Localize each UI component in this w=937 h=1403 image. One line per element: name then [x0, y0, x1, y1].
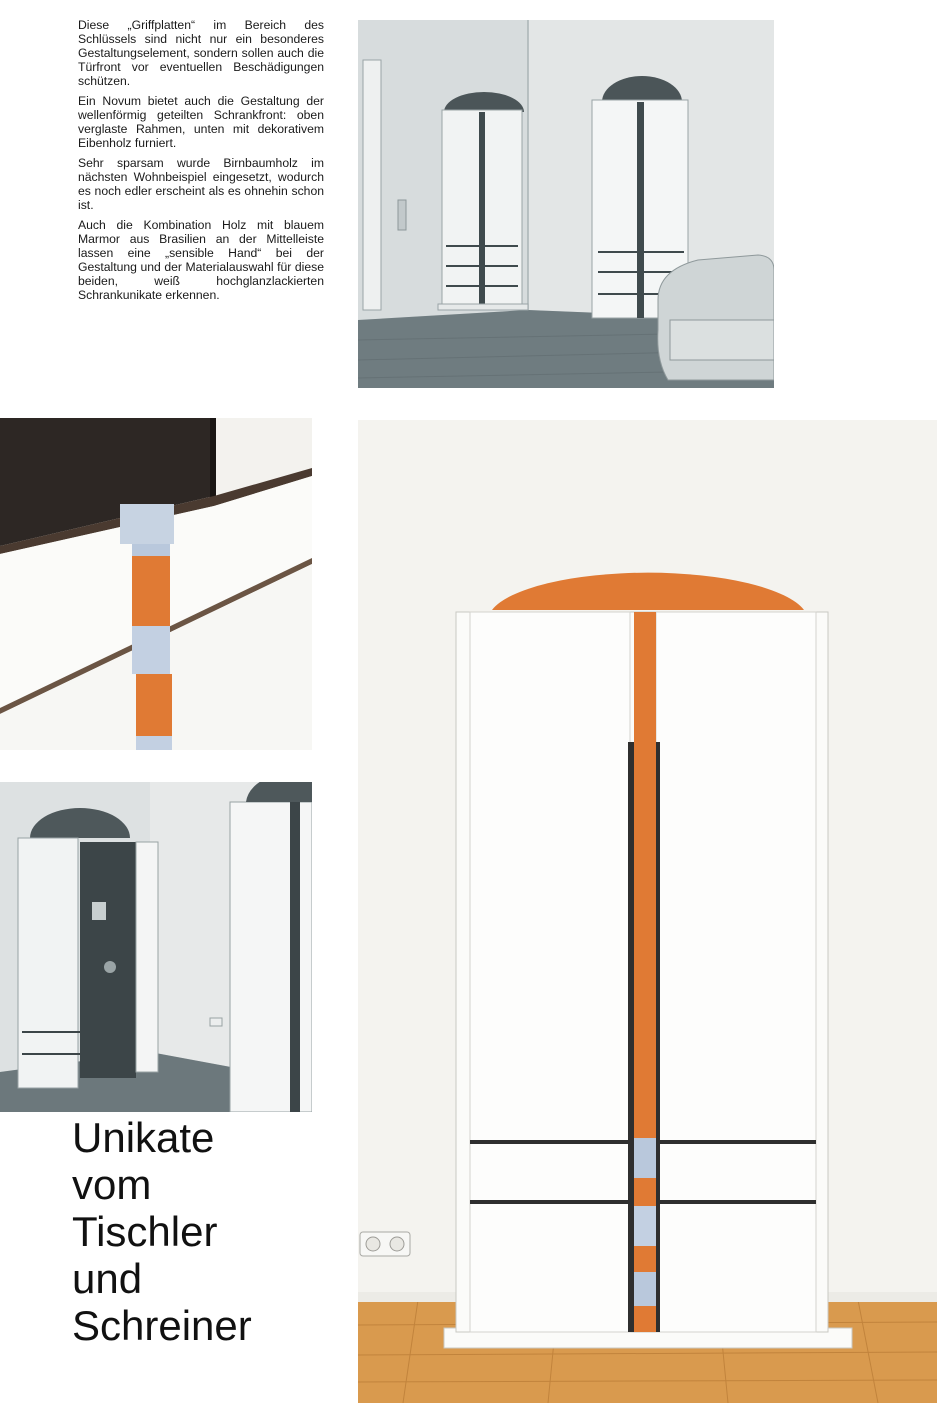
- intro-paragraph-2: Ein Novum bietet auch die Gestaltung der wellenförmig geteilten Schrankfront: oben verglaste Rahmen, unten mit dekorativem Eibenholz furniert.: [78, 94, 324, 150]
- headline-line-4: und: [72, 1255, 143, 1302]
- intro-paragraph-4: Auch die Kombination Holz mit blauem Marmor aus Brasilien an der Mittelleiste lassen eine „sensible Hand“ bei der Gestaltung und der Materialauswahl für diese beiden, weiß hochglanzlackierten Schrankunikate erkennen.: [78, 218, 324, 302]
- intro-paragraph-3: Sehr sparsam wurde Birnbaumholz im nächsten Wohnbeispiel eingesetzt, wodurch es noch edler erscheint als es ohnehin schon ist.: [78, 156, 324, 212]
- intro-text: [78, 18, 324, 308]
- headline-line-3: Tischler: [72, 1208, 218, 1255]
- headline-line-5: Schreiner: [72, 1302, 252, 1349]
- photo-room-two-wardrobes: [358, 20, 774, 388]
- photo-wardrobe-pear-arch: [358, 420, 937, 1403]
- photo-open-wardrobe: [0, 782, 312, 1112]
- headline-line-1: Unikate: [72, 1114, 215, 1161]
- headline-line-2: vom: [72, 1161, 152, 1208]
- photo-detail-marble-strip: [0, 418, 312, 750]
- article-headline: [72, 1114, 352, 1349]
- intro-paragraph-1: Diese „Griffplatten“ im Bereich des Schlüssels sind nicht nur ein besonderes Gestaltungselement, sondern sollen auch die Türfront vor eventuellen Beschädigungen schützen.: [78, 18, 324, 88]
